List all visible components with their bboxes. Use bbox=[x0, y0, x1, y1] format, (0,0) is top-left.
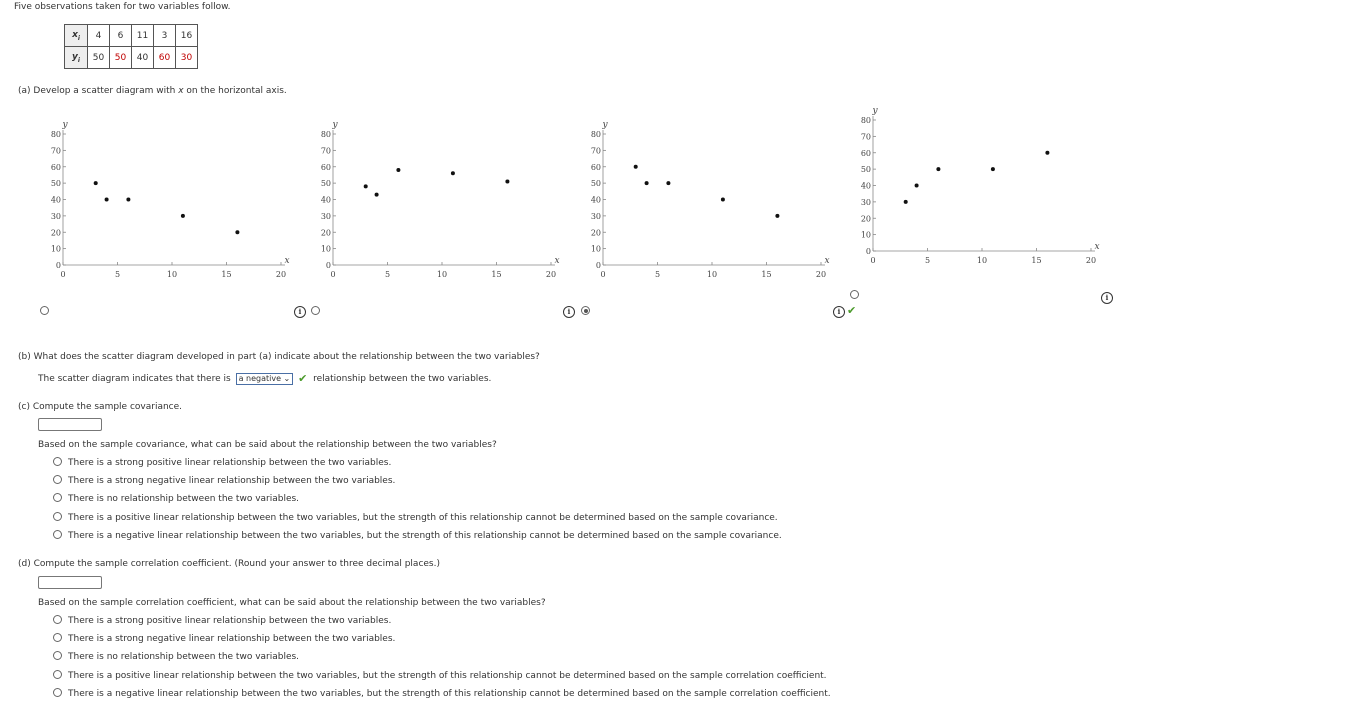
data-point bbox=[364, 184, 368, 188]
x-tick-label: 15 bbox=[761, 270, 772, 279]
x-tick-label: 0 bbox=[600, 270, 606, 279]
scatter-plot-3 bbox=[570, 118, 835, 278]
y-tick-label: 60 bbox=[590, 162, 601, 172]
data-point bbox=[991, 167, 995, 171]
data-point bbox=[634, 165, 638, 169]
part-a-prompt: (a) Develop a scatter diagram with x on the horizontal axis. bbox=[18, 86, 287, 96]
correlation-option-5[interactable]: There is a negative linear relationship between the two variables, but the strength of this relationship cannot be determined based on the sample correlation coefficient. bbox=[53, 688, 831, 699]
x-value-4: 3 bbox=[154, 25, 176, 47]
y-tick-label: 40 bbox=[320, 195, 331, 205]
data-point bbox=[105, 198, 109, 202]
y-tick-label: 60 bbox=[320, 162, 331, 172]
y-tick-label: 10 bbox=[50, 244, 61, 254]
plot-3-info-icon[interactable]: i bbox=[833, 306, 845, 318]
y-tick-label: 70 bbox=[50, 146, 61, 156]
covariance-option-5[interactable]: There is a negative linear relationship between the two variables, but the strength of this relationship cannot be determined based on the sample covariance. bbox=[53, 530, 782, 541]
part-c-followup: Based on the sample covariance, what can be said about the relationship between the two variables? bbox=[38, 440, 497, 450]
x-tick-label: 20 bbox=[815, 270, 827, 279]
data-point bbox=[94, 181, 98, 185]
data-point bbox=[505, 179, 509, 183]
data-point bbox=[904, 200, 908, 204]
y-tick-label: 0 bbox=[595, 261, 601, 270]
data-point bbox=[375, 193, 379, 197]
x-tick-label: 10 bbox=[166, 270, 178, 279]
y-tick-label: 80 bbox=[590, 130, 601, 139]
x-axis-label: x bbox=[554, 256, 560, 266]
x-tick-label: 10 bbox=[436, 270, 448, 279]
covariance-option-4[interactable]: There is a positive linear relationship between the two variables, but the strength of this relationship cannot be determined based on the sample covariance. bbox=[53, 512, 778, 523]
covariance-option-2-radio[interactable] bbox=[53, 475, 62, 484]
y-tick-label: 70 bbox=[590, 146, 601, 156]
y-tick-label: 60 bbox=[860, 148, 871, 158]
y-tick-label: 80 bbox=[320, 130, 331, 139]
y-axis-label: y bbox=[602, 120, 608, 130]
y-tick-label: 10 bbox=[590, 244, 601, 254]
y-value-1: 50 bbox=[88, 47, 110, 69]
covariance-option-5-radio[interactable] bbox=[53, 530, 62, 539]
y-axis-label: y bbox=[332, 120, 338, 130]
y-tick-label: 20 bbox=[860, 214, 871, 224]
x-tick-label: 20 bbox=[275, 270, 287, 279]
covariance-option-4-radio[interactable] bbox=[53, 512, 62, 521]
x-axis-label: x bbox=[1094, 242, 1100, 252]
y-axis-label: y bbox=[62, 120, 68, 130]
part-d-question: (d) Compute the sample correlation coefficient. (Round your answer to three decimal places.) bbox=[18, 559, 440, 569]
scatter-plot-2 bbox=[300, 118, 565, 278]
part-d-followup: Based on the sample correlation coefficient, what can be said about the relationship between the two variables? bbox=[38, 598, 546, 608]
x-tick-label: 20 bbox=[545, 270, 557, 279]
y-tick-label: 80 bbox=[50, 130, 61, 139]
data-point bbox=[721, 198, 725, 202]
data-point bbox=[1045, 151, 1049, 155]
y-tick-label: 20 bbox=[320, 228, 331, 238]
data-point bbox=[396, 168, 400, 172]
y-tick-label: 20 bbox=[590, 228, 601, 238]
correlation-option-4-radio[interactable] bbox=[53, 670, 62, 679]
covariance-option-3-radio[interactable] bbox=[53, 493, 62, 502]
plot-option-1-radio[interactable] bbox=[40, 306, 49, 315]
data-point bbox=[936, 167, 940, 171]
y-tick-label: 0 bbox=[55, 261, 61, 270]
y-tick-label: 0 bbox=[325, 261, 331, 270]
covariance-option-2[interactable]: There is a strong negative linear relationship between the two variables. bbox=[53, 475, 395, 486]
x-tick-label: 0 bbox=[60, 270, 66, 279]
correlation-option-2[interactable]: There is a strong negative linear relationship between the two variables. bbox=[53, 633, 395, 644]
plot-4-info-icon[interactable]: i bbox=[1101, 292, 1113, 304]
x-tick-label: 5 bbox=[384, 270, 391, 279]
x-value-5: 16 bbox=[176, 25, 198, 47]
covariance-input[interactable] bbox=[38, 418, 102, 431]
plot-correct-check-icon: ✔ bbox=[847, 304, 857, 317]
y-tick-label: 10 bbox=[320, 244, 331, 254]
x-tick-label: 10 bbox=[706, 270, 718, 279]
correlation-option-3-radio[interactable] bbox=[53, 651, 62, 660]
plot-2-info-icon[interactable]: i bbox=[563, 306, 575, 318]
x-tick-label: 0 bbox=[870, 256, 876, 265]
y-row bbox=[65, 47, 198, 69]
y-tick-label: 30 bbox=[590, 211, 601, 221]
y-value-3: 40 bbox=[132, 47, 154, 69]
scatter-plot-1 bbox=[30, 118, 295, 278]
y-tick-label: 70 bbox=[860, 132, 871, 142]
data-point bbox=[451, 171, 455, 175]
y-tick-label: 30 bbox=[320, 211, 331, 221]
data-point bbox=[775, 214, 779, 218]
y-tick-label: 30 bbox=[860, 197, 871, 207]
y-header: $y_i$ bbox=[65, 47, 88, 69]
x-tick-label: 5 bbox=[114, 270, 121, 279]
covariance-option-3[interactable]: There is no relationship between the two variables. bbox=[53, 493, 299, 504]
x-row bbox=[65, 25, 198, 47]
y-axis-label: y bbox=[872, 106, 878, 116]
y-tick-label: 60 bbox=[50, 162, 61, 172]
intro-text: Five observations taken for two variables follow. bbox=[14, 2, 231, 12]
correlation-input[interactable] bbox=[38, 576, 102, 589]
covariance-option-1[interactable]: There is a strong positive linear relationship between the two variables. bbox=[53, 457, 391, 468]
x-tick-label: 5 bbox=[654, 270, 661, 279]
y-tick-label: 0 bbox=[865, 247, 871, 256]
x-tick-label: 0 bbox=[330, 270, 336, 279]
y-tick-label: 50 bbox=[860, 165, 871, 175]
x-value-3: 11 bbox=[132, 25, 154, 47]
y-tick-label: 20 bbox=[50, 228, 61, 238]
x-axis-label: x bbox=[284, 256, 290, 266]
y-tick-label: 30 bbox=[50, 211, 61, 221]
correlation-option-1-radio[interactable] bbox=[53, 615, 62, 624]
data-point bbox=[645, 181, 649, 185]
correlation-option-4[interactable]: There is a positive linear relationship between the two variables, but the strength of this relationship cannot be determined based on the sample correlation coefficient. bbox=[53, 670, 827, 681]
part-c-question: (c) Compute the sample covariance. bbox=[18, 402, 183, 412]
y-tick-label: 10 bbox=[860, 230, 871, 240]
correlation-option-3[interactable]: There is no relationship between the two variables. bbox=[53, 651, 299, 662]
data-point bbox=[235, 230, 239, 234]
plot-option-3-radio[interactable] bbox=[581, 306, 590, 315]
y-value-4: 60 bbox=[154, 47, 176, 69]
x-tick-label: 5 bbox=[924, 256, 931, 265]
x-tick-label: 15 bbox=[221, 270, 232, 279]
data-point bbox=[126, 198, 130, 202]
plot-option-2-radio[interactable] bbox=[311, 306, 320, 315]
x-tick-label: 15 bbox=[491, 270, 502, 279]
correlation-option-5-radio[interactable] bbox=[53, 688, 62, 697]
plot-1-info-icon[interactable]: i bbox=[294, 306, 306, 318]
data-point bbox=[181, 214, 185, 218]
x-tick-label: 20 bbox=[1085, 256, 1097, 265]
y-tick-label: 80 bbox=[860, 116, 871, 125]
plot-option-4-radio[interactable] bbox=[850, 290, 859, 299]
part-b-correct-check-icon: ✔ bbox=[298, 372, 308, 385]
chevron-down-icon: ⌄ bbox=[283, 373, 291, 383]
y-tick-label: 50 bbox=[590, 179, 601, 189]
x-value-1: 4 bbox=[88, 25, 110, 47]
y-value-2: 50 bbox=[110, 47, 132, 69]
scatter-plot-4 bbox=[840, 104, 1105, 264]
y-tick-label: 40 bbox=[50, 195, 61, 205]
correlation-option-1[interactable]: There is a strong positive linear relationship between the two variables. bbox=[53, 615, 391, 626]
correlation-option-2-radio[interactable] bbox=[53, 633, 62, 642]
y-tick-label: 40 bbox=[860, 181, 871, 191]
x-tick-label: 15 bbox=[1031, 256, 1042, 265]
x-header: $x_i$ bbox=[65, 25, 88, 47]
x-axis-label: x bbox=[824, 256, 830, 266]
y-tick-label: 70 bbox=[320, 146, 331, 156]
y-value-5: 30 bbox=[176, 47, 198, 69]
observation-table bbox=[64, 24, 198, 69]
y-tick-label: 40 bbox=[590, 195, 601, 205]
data-point bbox=[666, 181, 670, 185]
y-tick-label: 50 bbox=[50, 179, 61, 189]
x-tick-label: 10 bbox=[976, 256, 988, 265]
part-b-sentence: The scatter diagram indicates that there is a negative ⌄ ✔ relationship between the two variables. bbox=[38, 372, 492, 385]
relationship-select[interactable]: a negative ⌄ bbox=[236, 373, 294, 385]
part-b-question: (b) What does the scatter diagram developed in part (a) indicate about the relationship between the two variables? bbox=[18, 352, 540, 362]
covariance-option-1-radio[interactable] bbox=[53, 457, 62, 466]
data-point bbox=[915, 184, 919, 188]
x-value-2: 6 bbox=[110, 25, 132, 47]
y-tick-label: 50 bbox=[320, 179, 331, 189]
